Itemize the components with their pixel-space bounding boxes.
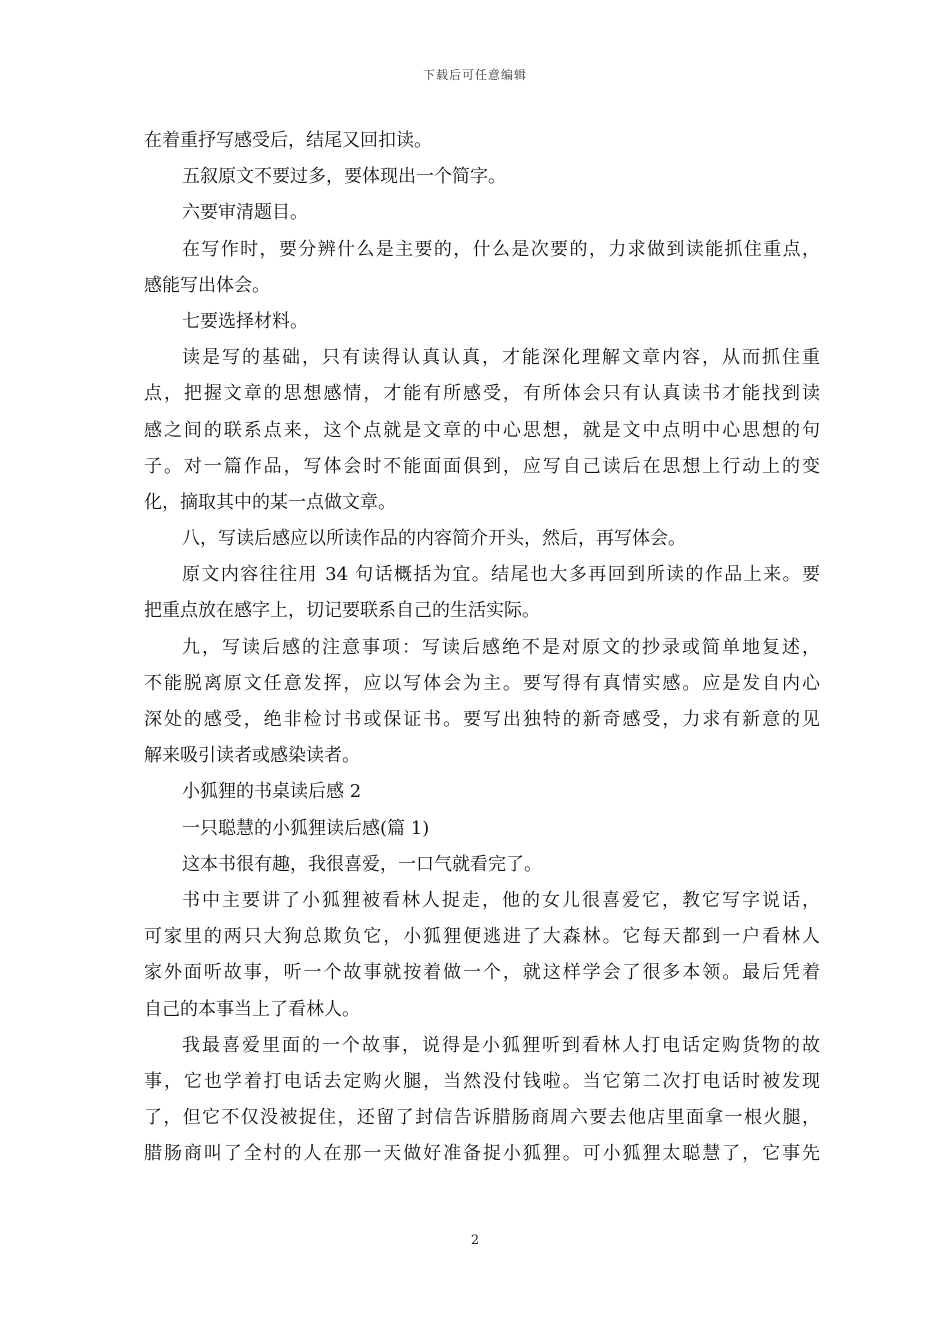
text-line: 在着重抒写感受后，结尾又回扣读。 bbox=[144, 130, 432, 151]
text-line: 事，它也学着打电话去定购火腿，当然没付钱啦。当它第二次打电话时被发现 bbox=[144, 1070, 820, 1092]
text-line: 家外面听故事，听一个故事就按着做一个，就这样学会了很多本领。最后凭着 bbox=[144, 962, 820, 984]
text-line: 感能写出体会。 bbox=[144, 274, 270, 296]
text-line: 可家里的两只大狗总欺负它，小狐狸便逃进了大森林。它每天都到一户看林人 bbox=[144, 926, 820, 948]
text-line: 点，把握文章的思想感情，才能有所感受，有所体会只有认真读书才能找到读 bbox=[144, 383, 820, 405]
text-line: 把重点放在感字上，切记要联系自己的生活实际。 bbox=[144, 600, 540, 622]
text-line: 了，但它不仅没被捉住，还留了封信告诉腊肠商周六要去他店里面拿一根火腿， bbox=[144, 1107, 820, 1129]
text-line: 原文内容往往用 34 句话概括为宜。结尾也大多再回到所读的作品上来。要 bbox=[182, 564, 820, 586]
text-line: 七要选择材料。 bbox=[182, 310, 308, 332]
text-line: 小狐狸的书桌读后感 2 bbox=[182, 781, 362, 803]
text-line: 一只聪慧的小狐狸读后感(篇 1) bbox=[182, 817, 430, 839]
page-header: 下载后可任意编辑 bbox=[422, 68, 527, 82]
text-line: 六要审清题目。 bbox=[182, 202, 308, 224]
text-line: 自己的本事当上了看林人。 bbox=[144, 998, 360, 1020]
text-line: 腊肠商叫了全村的人在那一天做好准备捉小狐狸。可小狐狸太聪慧了，它事先 bbox=[144, 1143, 820, 1165]
text-line: 感之间的联系点来，这个点就是文章的中心思想，就是文中点明中心思想的句 bbox=[144, 419, 820, 441]
text-line: 化，摘取其中的某一点做文章。 bbox=[144, 491, 396, 513]
text-line: 不能脱离原文任意发挥，应以写体会为主。要写得有真情实感。应是发自内心 bbox=[144, 672, 820, 694]
document-body bbox=[144, 123, 820, 1172]
text-line: 这本书很有趣，我很喜爱，一口气就看完了。 bbox=[182, 853, 542, 875]
page-number: 2 bbox=[470, 1233, 480, 1248]
text-line: 我最喜爱里面的一个故事，说得是小狐狸听到看林人打电话定购货物的故 bbox=[182, 1034, 820, 1056]
text-line: 深处的感受，绝非检讨书或保证书。要写出独特的新奇感受，力求有新意的见 bbox=[144, 709, 820, 730]
text-line: 八，写读后感应以所读作品的内容简介开头，然后，再写体会。 bbox=[182, 528, 686, 550]
text-line: 解来吸引读者或感染读者。 bbox=[144, 745, 360, 767]
text-line: 九，写读后感的注意事项：写读后感绝不是对原文的抄录或简单地复述， bbox=[182, 636, 820, 658]
text-line: 五叙原文不要过多，要体现出一个简字。 bbox=[182, 166, 506, 188]
text-line: 书中主要讲了小狐狸被看林人捉走，他的女儿很喜爱它，教它写字说话， bbox=[182, 889, 820, 911]
text-line: 读是写的基础，只有读得认真认真，才能深化理解文章内容，从而抓住重 bbox=[182, 347, 820, 369]
text-line: 在写作时，要分辨什么是主要的，什么是次要的，力求做到读能抓住重点， bbox=[182, 238, 820, 260]
text-line: 子。对一篇作品，写体会时不能面面俱到，应写自己读后在思想上行动上的变 bbox=[144, 455, 820, 477]
